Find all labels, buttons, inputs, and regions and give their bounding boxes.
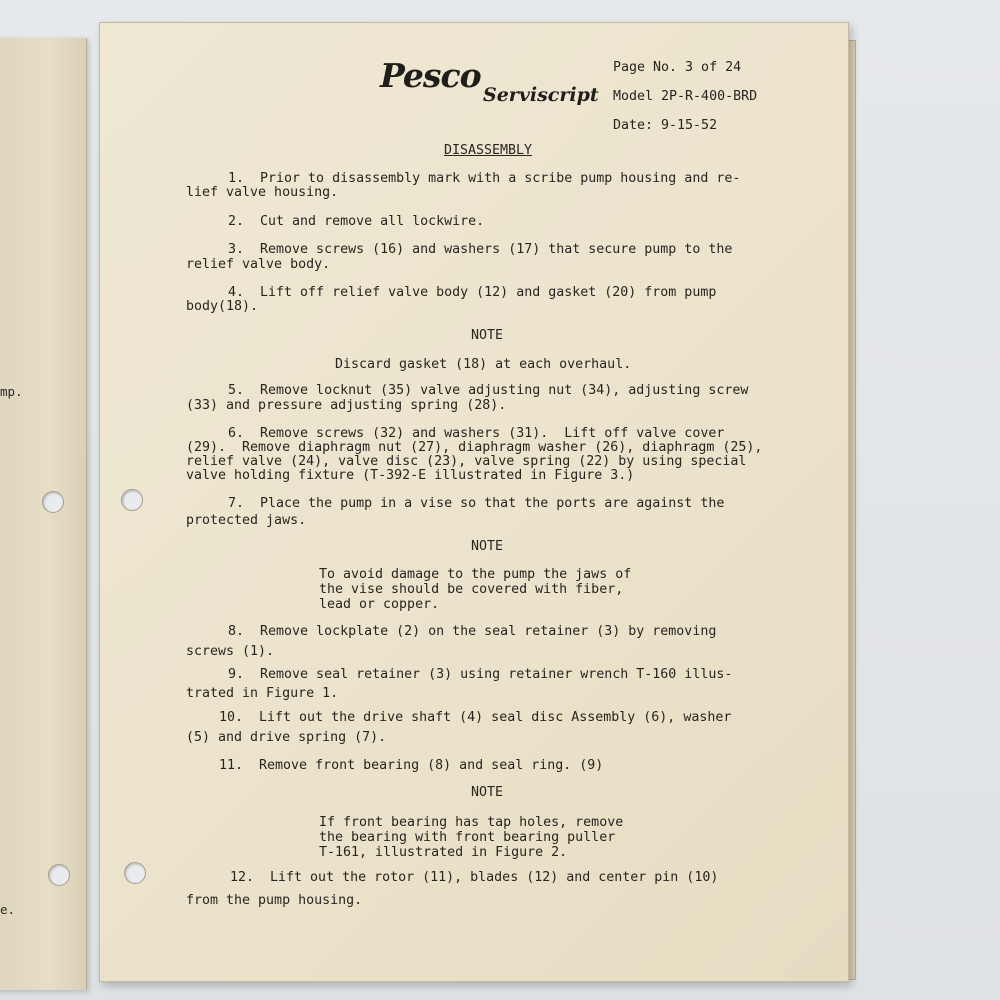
- page-number: Page No. 3 of 24: [613, 60, 742, 75]
- step-text: 7. Place the pump in a vise so that the ports are against the: [228, 496, 725, 511]
- left-page-sheet: [0, 38, 87, 990]
- step-text: 9. Remove seal retainer (3) using retainer wrench T-160 illus-: [228, 667, 733, 682]
- step-text: 2. Cut and remove all lockwire.: [228, 214, 485, 229]
- step-text: 8. Remove lockplate (2) on the seal retainer (3) by removing: [228, 624, 717, 639]
- step-text: relief valve (24), valve disc (23), valve spring (22) by using special: [186, 454, 747, 469]
- step-text: 4. Lift off relief valve body (12) and gasket (20) from pump: [228, 285, 717, 300]
- step-text: 10. Lift out the drive shaft (4) seal disc Assembly (6), washer: [219, 710, 732, 725]
- step-text: protected jaws.: [186, 513, 307, 528]
- note-title: NOTE: [471, 785, 504, 800]
- note-title: NOTE: [471, 328, 504, 343]
- step-text: 1. Prior to disassembly mark with a scribe pump housing and re-: [228, 171, 741, 186]
- note-text: Discard gasket (18) at each overhaul.: [335, 357, 632, 372]
- model-number: Model 2P-R-400-BRD: [613, 89, 758, 104]
- step-text: 12. Lift out the rotor (11), blades (12) and center pin (10): [230, 870, 719, 885]
- left-page-fragment: e.: [0, 902, 16, 917]
- step-text: (5) and drive spring (7).: [186, 730, 387, 745]
- punch-hole: [121, 489, 143, 511]
- note-text: T-161, illustrated in Figure 2.: [319, 845, 568, 860]
- step-text: trated in Figure 1.: [186, 686, 339, 701]
- step-text: 6. Remove screws (32) and washers (31). Lift off valve cover: [228, 426, 725, 441]
- step-text: lief valve housing.: [186, 185, 339, 200]
- punch-hole: [48, 864, 70, 886]
- step-text: relief valve body.: [186, 257, 331, 272]
- note-text: To avoid damage to the pump the jaws of: [319, 567, 632, 582]
- step-text: 3. Remove screws (16) and washers (17) that secure pump to the: [228, 242, 733, 257]
- step-text: 5. Remove locknut (35) valve adjusting nut (34), adjusting screw: [228, 383, 749, 398]
- document-date: Date: 9-15-52: [613, 118, 718, 133]
- note-text: the bearing with front bearing puller: [319, 830, 616, 845]
- note-text: lead or copper.: [319, 597, 440, 612]
- note-title: NOTE: [471, 539, 504, 554]
- brand-wordmark: Serviscript: [483, 84, 599, 106]
- step-text: 11. Remove front bearing (8) and seal ring. (9): [219, 758, 604, 773]
- step-text: from the pump housing.: [186, 893, 363, 908]
- section-title: DISASSEMBLY: [444, 143, 533, 158]
- punch-hole: [124, 862, 146, 884]
- step-text: body(18).: [186, 299, 259, 314]
- punch-hole: [42, 491, 64, 513]
- step-text: valve holding fixture (T-392-E illustrated in Figure 3.): [186, 468, 635, 483]
- left-page-fragment: mp.: [0, 384, 23, 399]
- step-text: screws (1).: [186, 644, 275, 659]
- brand-logo: Pesco: [380, 56, 481, 95]
- note-text: If front bearing has tap holes, remove: [319, 815, 624, 830]
- step-text: (33) and pressure adjusting spring (28).: [186, 398, 507, 413]
- step-text: (29). Remove diaphragm nut (27), diaphragm washer (26), diaphragm (25),: [186, 440, 763, 455]
- note-text: the vise should be covered with fiber,: [319, 582, 624, 597]
